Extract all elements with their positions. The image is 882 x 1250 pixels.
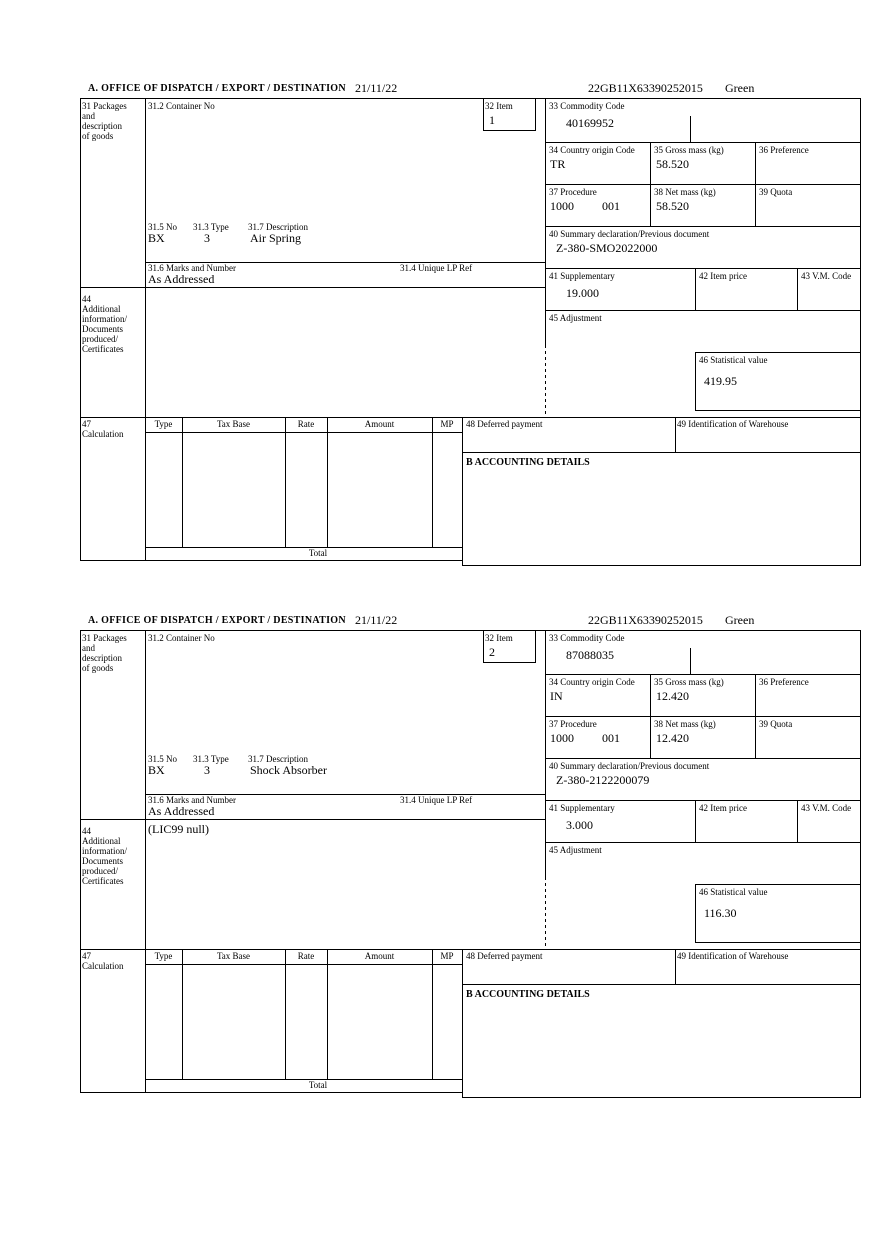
net-mass-label: 38 Net mass (kg) [654, 187, 716, 197]
unique-lp-ref-label: 31.4 Unique LP Ref [400, 263, 473, 273]
office-of-dispatch-header: A. OFFICE OF DISPATCH / EXPORT / DESTINATION [88, 83, 346, 94]
goods-description-label: 31.7 Description [248, 222, 308, 232]
statistical-value-amount: 116.30 [704, 906, 737, 920]
package-no-value: BX [148, 763, 165, 777]
calc-column-tax-base: Tax Base [216, 951, 251, 961]
supplementary-value: 19.000 [566, 286, 599, 300]
calc-column-rate: Rate [297, 419, 315, 429]
item-number-value: 2 [489, 645, 495, 659]
commodity-code-value: 87088035 [566, 648, 614, 662]
box47-label: Calculation [82, 429, 124, 439]
adjustment-label: 45 Adjustment [549, 845, 602, 855]
box47-label: 47 [82, 951, 91, 961]
deferred-payment-label: 48 Deferred payment [466, 419, 543, 429]
package-no-value: BX [148, 231, 165, 245]
declaration-date: 21/11/22 [355, 613, 398, 627]
marks-label: 31.6 Marks and Number [148, 795, 236, 805]
warehouse-label: 49 Identification of Warehouse [677, 419, 789, 429]
country-origin-label: 34 Country origin Code [549, 677, 635, 687]
total-label: Total [308, 1080, 328, 1090]
gross-mass-label: 35 Gross mass (kg) [654, 677, 724, 687]
procedure-value: 1000 [550, 199, 574, 213]
box47-label: 47 [82, 419, 91, 429]
box44-label: 44 [82, 294, 91, 304]
container-no-label: 31.2 Container No [148, 633, 215, 643]
net-mass-value: 12.420 [656, 731, 689, 745]
marks-label: 31.6 Marks and Number [148, 263, 236, 273]
goods-description-value: Air Spring [250, 231, 301, 245]
box44-label: Documents [82, 324, 123, 334]
calc-column-type: Type [154, 419, 173, 429]
box44-label: information/ [82, 846, 127, 856]
box31-label: description [82, 653, 122, 663]
marks-value: As Addressed [148, 804, 215, 818]
box31-label: description [82, 121, 122, 131]
routing-status: Green [725, 81, 755, 95]
supplementary-label: 41 Supplementary [549, 271, 615, 281]
declaration-date: 21/11/22 [355, 81, 398, 95]
vm-code-label: 43 V.M. Code [801, 803, 852, 813]
gross-mass-value: 58.520 [656, 157, 689, 171]
box47-label: Calculation [82, 961, 124, 971]
procedure-value: 1000 [550, 731, 574, 745]
box31-label: 31 Packages [82, 101, 127, 111]
declaration-grid [80, 98, 862, 567]
item-1-section [80, 81, 862, 567]
box44-label: Additional [82, 304, 121, 314]
declaration-grid [80, 630, 862, 1099]
vm-code-label: 43 V.M. Code [801, 271, 852, 281]
declaration-item-block [80, 81, 862, 567]
package-no-label: 31.5 No [148, 754, 177, 764]
accounting-details-label: B ACCOUNTING DETAILS [466, 457, 590, 468]
statistical-value-label: 46 Statistical value [699, 887, 768, 897]
box31-label: and [82, 643, 95, 653]
declaration-reference: 22GB11X63390252015 [588, 613, 703, 627]
box31-label: and [82, 111, 95, 121]
procedure-label: 37 Procedure [549, 187, 597, 197]
country-origin-value: TR [550, 157, 566, 171]
commodity-code-label: 33 Commodity Code [549, 633, 625, 643]
gross-mass-label: 35 Gross mass (kg) [654, 145, 724, 155]
quota-label: 39 Quota [759, 187, 793, 197]
item-number-value: 1 [489, 113, 495, 127]
calc-column-rate: Rate [297, 951, 315, 961]
total-label: Total [308, 548, 328, 558]
package-type-value: 3 [204, 763, 210, 777]
summary-declaration-label: 40 Summary declaration/Previous document [549, 229, 710, 239]
country-origin-label: 34 Country origin Code [549, 145, 635, 155]
goods-description-value: Shock Absorber [250, 763, 327, 777]
deferred-payment-label: 48 Deferred payment [466, 951, 543, 961]
commodity-code-value: 40169952 [566, 116, 614, 130]
container-no-label: 31.2 Container No [148, 101, 215, 111]
calc-column-tax-base: Tax Base [216, 419, 251, 429]
box44-label: Documents [82, 856, 123, 866]
item-label: 32 Item [485, 633, 513, 643]
calc-column-amount: Amount [364, 419, 395, 429]
box44-label: produced/ [82, 866, 118, 876]
statistical-value-label: 46 Statistical value [699, 355, 768, 365]
country-origin-value: IN [550, 689, 563, 703]
box31-label: of goods [82, 663, 114, 673]
net-mass-value: 58.520 [656, 199, 689, 213]
package-type-value: 3 [204, 231, 210, 245]
calc-column-type: Type [154, 951, 173, 961]
supplementary-value: 3.000 [566, 818, 593, 832]
box31-label: of goods [82, 131, 114, 141]
adjustment-label: 45 Adjustment [549, 313, 602, 323]
gross-mass-value: 12.420 [656, 689, 689, 703]
package-no-label: 31.5 No [148, 222, 177, 232]
commodity-code-label: 33 Commodity Code [549, 101, 625, 111]
form-grid-lines [80, 98, 862, 567]
preference-label: 36 Preference [759, 145, 809, 155]
package-type-label: 31.3 Type [193, 222, 229, 232]
procedure-ext-value: 001 [602, 731, 620, 745]
additional-info-value: (LIC99 null) [148, 822, 209, 836]
box31-label: 31 Packages [82, 633, 127, 643]
marks-value: As Addressed [148, 272, 215, 286]
unique-lp-ref-label: 31.4 Unique LP Ref [400, 795, 473, 805]
calc-column-mp: MP [440, 419, 454, 429]
item-price-label: 42 Item price [699, 803, 747, 813]
declaration-reference: 22GB11X63390252015 [588, 81, 703, 95]
summary-declaration-value: Z-380-2122200079 [556, 773, 650, 787]
box44-label: Certificates [82, 344, 124, 354]
office-of-dispatch-header: A. OFFICE OF DISPATCH / EXPORT / DESTINATION [88, 615, 346, 626]
goods-description-label: 31.7 Description [248, 754, 308, 764]
statistical-value-amount: 419.95 [704, 374, 737, 388]
warehouse-label: 49 Identification of Warehouse [677, 951, 789, 961]
item-price-label: 42 Item price [699, 271, 747, 281]
box44-label: produced/ [82, 334, 118, 344]
summary-declaration-value: Z-380-SMO2022000 [556, 241, 658, 255]
net-mass-label: 38 Net mass (kg) [654, 719, 716, 729]
quota-label: 39 Quota [759, 719, 793, 729]
box44-label: Additional [82, 836, 121, 846]
package-type-label: 31.3 Type [193, 754, 229, 764]
procedure-label: 37 Procedure [549, 719, 597, 729]
box44-label: information/ [82, 314, 127, 324]
accounting-details-label: B ACCOUNTING DETAILS [466, 989, 590, 1000]
item-label: 32 Item [485, 101, 513, 111]
declaration-item-block [80, 613, 862, 1099]
supplementary-label: 41 Supplementary [549, 803, 615, 813]
procedure-ext-value: 001 [602, 199, 620, 213]
routing-status: Green [725, 613, 755, 627]
summary-declaration-label: 40 Summary declaration/Previous document [549, 761, 710, 771]
box44-label: 44 [82, 826, 91, 836]
item-2-section [80, 613, 862, 1099]
form-grid-lines [80, 630, 862, 1099]
calc-column-mp: MP [440, 951, 454, 961]
box44-label: Certificates [82, 876, 124, 886]
preference-label: 36 Preference [759, 677, 809, 687]
calc-column-amount: Amount [364, 951, 395, 961]
